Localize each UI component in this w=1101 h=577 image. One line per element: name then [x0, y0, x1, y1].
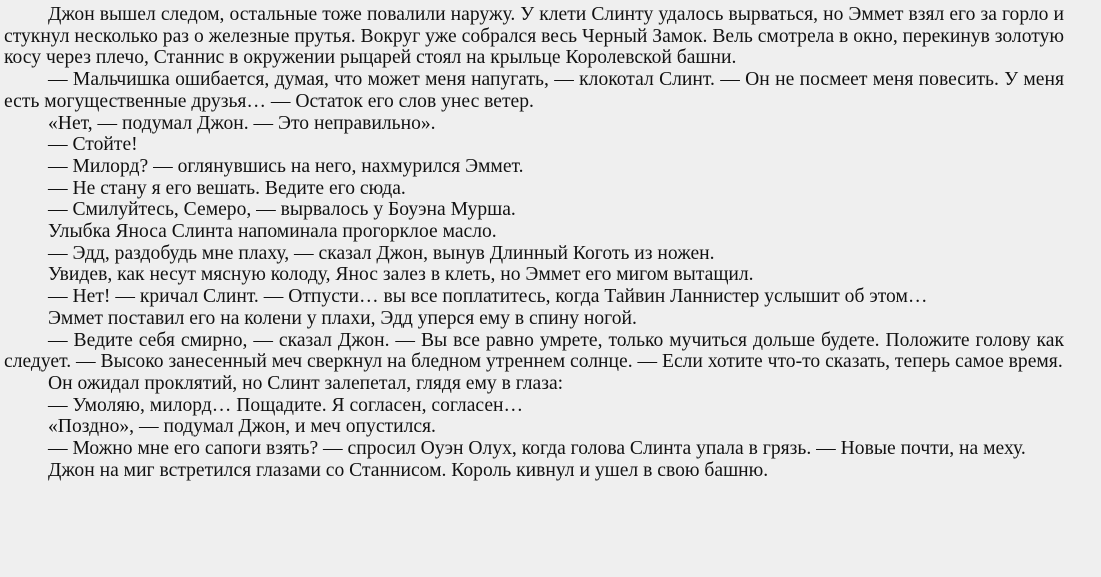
paragraph: Джон вышел следом, остальные тоже повалили наружу. У клети Слинту удалось вырваться, но Эммет взял его за горло и стукнул несколько раз о железные прутья. Вокруг уже собрался весь Черный Замок. Вель смотрела в окно, перекинув золотую косу через плечо, Станнис в окружении рыцарей стоял на крыльце Королевской башни.: [4, 4, 1064, 69]
paragraph: — Умоляю, милорд… Пощадите. Я согласен, согласен…: [48, 394, 524, 416]
paragraph: — Стойте!: [48, 134, 138, 156]
paragraph: Джон на миг встретился глазами со Станнисом. Король кивнул и ушел в свою башню.: [48, 459, 769, 481]
paragraph: — Не стану я его вешать. Ведите его сюда.: [48, 177, 406, 199]
paragraph: — Смилуйтесь, Семеро, — вырвалось у Боуэна Мурша.: [48, 199, 516, 221]
paragraph: Эммет поставил его на колени у плахи, Эдд уперся ему в спину ногой.: [48, 307, 637, 329]
paragraph: Увидев, как несут мясную колоду, Янос залез в клеть, но Эммет его мигом вытащил.: [48, 264, 754, 286]
paragraph: «Нет, — подумал Джон. — Это неправильно».: [48, 112, 436, 134]
paragraph: Он ожидал проклятий, но Слинт залепетал, глядя ему в глаза:: [48, 372, 564, 394]
paragraph: — Мальчишка ошибается, думая, что может меня напугать, — клокотал Слинт. — Он не посмеет меня повесить. У меня есть могущественные друзья… — Остаток его слов унес ветер.: [4, 69, 1064, 112]
paragraph: «Поздно», — подумал Джон, и меч опустился.: [48, 416, 436, 438]
paragraph: — Эдд, раздобудь мне плаху, — сказал Джон, вынув Длинный Коготь из ножен.: [48, 242, 715, 264]
paragraph: — Можно мне его сапоги взять? — спросил Оуэн Олух, когда голова Слинта упала в грязь. — Новые почти, на меху.: [48, 438, 1026, 460]
paragraph: — Нет! — кричал Слинт. — Отпусти… вы все поплатитесь, когда Тайвин Ланнистер услышит об этом…: [48, 286, 928, 308]
paragraph: — Ведите себя смирно, — сказал Джон. — Вы все равно умрете, только мучиться дольше будете. Положите голову как следует. — Высоко занесенный меч сверкнул на бледном утреннем солнце. — Если хотите что-то сказать, теперь самое время.: [4, 329, 1064, 373]
paragraph: Улыбка Яноса Слинта напоминала прогорклое масло.: [48, 221, 497, 243]
paragraph: — Милорд? — оглянувшись на него, нахмурился Эммет.: [48, 155, 524, 177]
